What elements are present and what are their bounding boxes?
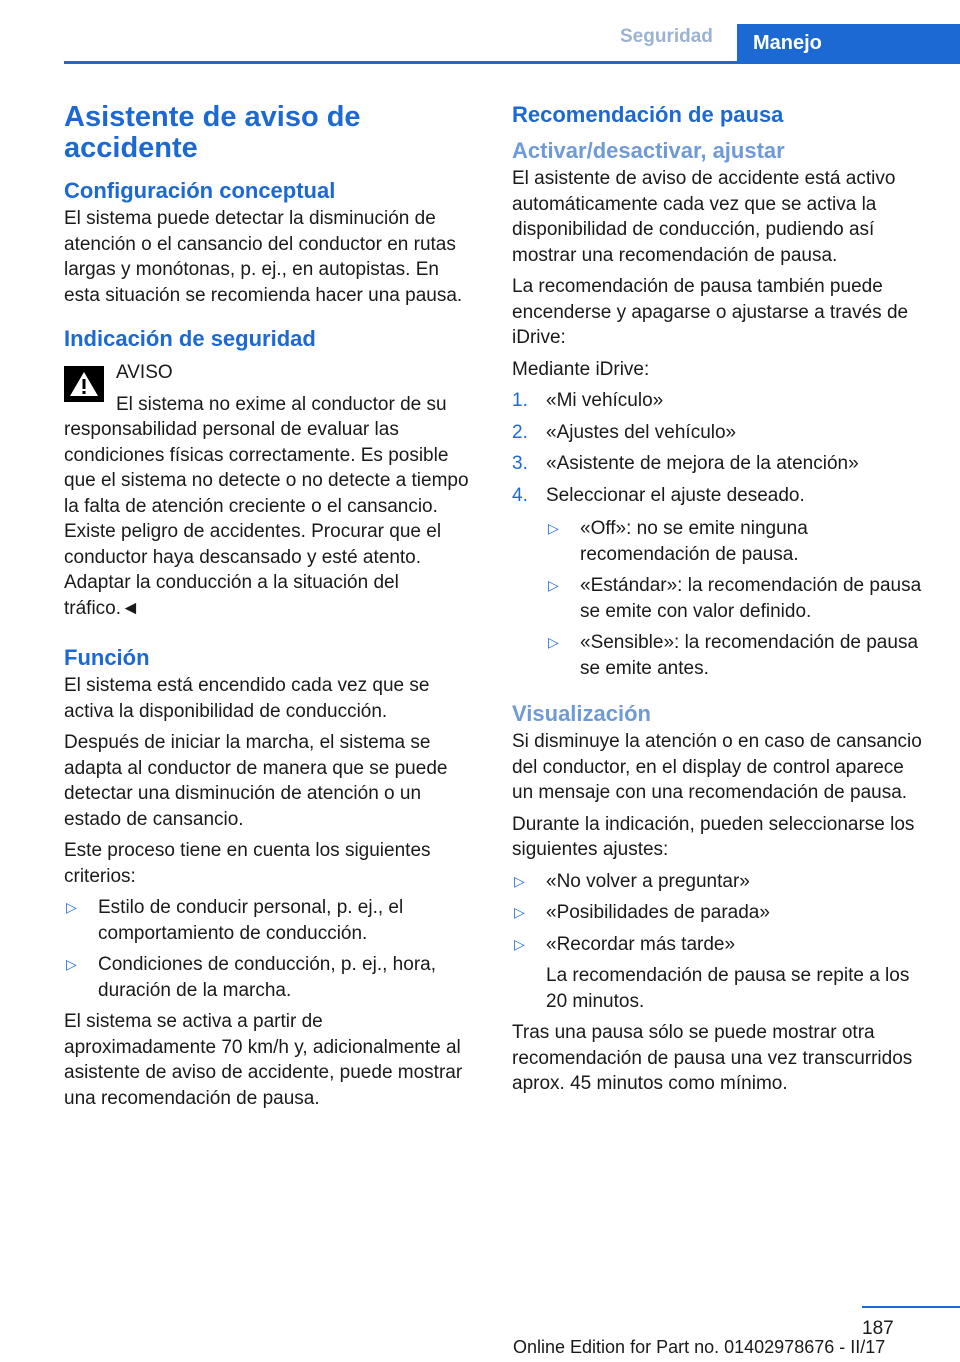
activate-paragraph-1: El asistente de aviso de accidente está activo automáticamente cada vez que se activa la disponibilidad de conducción, pudiendo así mostrar una recomendación de pausa.	[512, 168, 896, 266]
display-paragraph-3: Tras una pausa sólo se puede mostrar otra recomendación de pausa una vez transcurridos aprox. 45 minutos como mínimo.	[512, 1022, 913, 1094]
concept-heading: Configuración conceptual	[64, 178, 336, 203]
function-paragraph-2: Después de iniciar la marcha, el sistema se adapta al conductor de manera que se puede detectar una disminución de atención o un estado de cansancio.	[64, 732, 448, 830]
list-item: ▷ «Off»: no se emite ninguna recomendación de pausa.	[548, 518, 808, 565]
function-paragraph-3: Este proceso tiene en cuenta los siguientes criterios:	[64, 840, 431, 887]
list-item: ▷ «No volver a preguntar»	[512, 869, 926, 895]
triangle-right-icon: ▷	[514, 904, 525, 920]
function-paragraph-4: El sistema se activa a partir de aproximadamente 70 km/h y, adicionalmente al asistente de aviso de accidente, puede mostrar una recomendación de pausa.	[64, 1011, 463, 1109]
criteria-list	[64, 895, 478, 1003]
triangle-right-icon: ▷	[548, 634, 559, 650]
warning-triangle-icon	[64, 366, 104, 402]
activate-paragraph-3: Mediante iDrive:	[512, 358, 650, 380]
header-rule	[64, 61, 960, 64]
triangle-right-icon: ▷	[514, 935, 525, 952]
remind-note: La recomendación de pausa se repite a los 20 minutos.	[546, 965, 910, 1012]
list-item: 3. «Asistente de mejora de la atención»	[512, 453, 859, 474]
warning-text: responsabilidad personal de evaluar las condiciones físicas correctamente. Es posible que el sistema no detecte o no detecte a tiempo la falta de atención creciente o el cansancio. Existe peligro de accidentes. Procurar que el conductor haya descansado y esté atento. Adaptar la conducción a la situación del tráfico.◄	[64, 419, 469, 619]
display-paragraph-1: Si disminuye la atención o en caso de cansancio del conductor, en el display de control aparece un mensaje con una recomendación de pausa.	[512, 731, 922, 803]
function-paragraph-1: El sistema está encendido cada vez que se activa la disponibilidad de conducción.	[64, 675, 430, 722]
footer-rule	[862, 1306, 960, 1308]
edition-footer: Online Edition for Part no. 01402978676 - II/17	[513, 1337, 886, 1357]
triangle-right-icon: ▷	[514, 872, 525, 889]
list-item: 1. «Mi vehículo»	[512, 390, 664, 411]
list-item: ▷ «Posibilidades de parada»	[512, 900, 926, 926]
right-column	[512, 102, 926, 1103]
left-column	[64, 102, 478, 1117]
list-item: ▷ Estilo de conducir personal, p. ej., el comportamiento de conducción.	[66, 897, 404, 944]
section-tab-seguridad[interactable]: Seguridad	[620, 26, 713, 47]
warning-text-first-line: El sistema no exime al conductor de su	[116, 393, 447, 415]
concept-text: El sistema puede detectar la disminución de atención o el cansancio del conductor en rutas largas y monótonas, p. ej., en autopistas. En esta situación se recomienda hacer una pausa.	[64, 208, 463, 306]
function-heading: Función	[64, 645, 150, 670]
list-item: ▷ «Estándar»: la recomendación de pausa se emite con valor definido.	[548, 575, 922, 622]
pause-heading: Recomendación de pausa	[512, 102, 784, 127]
list-item: ▷ Condiciones de conducción, p. ej., hora, duración de la marcha.	[66, 954, 436, 1001]
triangle-right-icon: ▷	[66, 899, 77, 915]
activate-heading: Activar/desactivar, ajustar	[512, 138, 785, 163]
warning-box	[64, 360, 478, 621]
triangle-right-icon: ▷	[548, 577, 559, 593]
list-item: 2. «Ajustes del vehículo»	[512, 421, 737, 443]
triangle-right-icon: ▷	[548, 520, 559, 536]
page-number: 187	[862, 1318, 894, 1339]
page-title: Asistente de aviso de accidente	[64, 101, 361, 164]
display-options-list	[512, 869, 926, 1015]
safety-heading: Indicación de seguridad	[64, 326, 316, 351]
steps-list	[512, 388, 926, 681]
triangle-right-icon: ▷	[66, 956, 77, 972]
chapter-tab-manejo[interactable]: Manejo	[737, 24, 960, 62]
display-heading: Visualización	[512, 701, 651, 726]
list-item: 4. Seleccionar el ajuste deseado. ▷ «Off»: no se emite ninguna recomendación de pausa. ▷ «Estándar»: la recomendación de pausa se emite con valor definido. ▷ «Sensible»: la recomendación de pausa se emite antes.	[512, 483, 926, 682]
options-list	[546, 516, 926, 681]
display-paragraph-2: Durante la indicación, pueden seleccionarse los siguientes ajustes:	[512, 813, 915, 860]
warning-label: AVISO	[116, 362, 173, 383]
list-item: ▷ «Recordar más tarde» La recomendación de pausa se repite a los 20 minutos.	[512, 932, 926, 1015]
list-item: ▷ «Sensible»: la recomendación de pausa se emite antes.	[548, 632, 919, 679]
activate-paragraph-2: La recomendación de pausa también puede encenderse y apagarse o ajustarse a través de iDrive:	[512, 276, 909, 348]
